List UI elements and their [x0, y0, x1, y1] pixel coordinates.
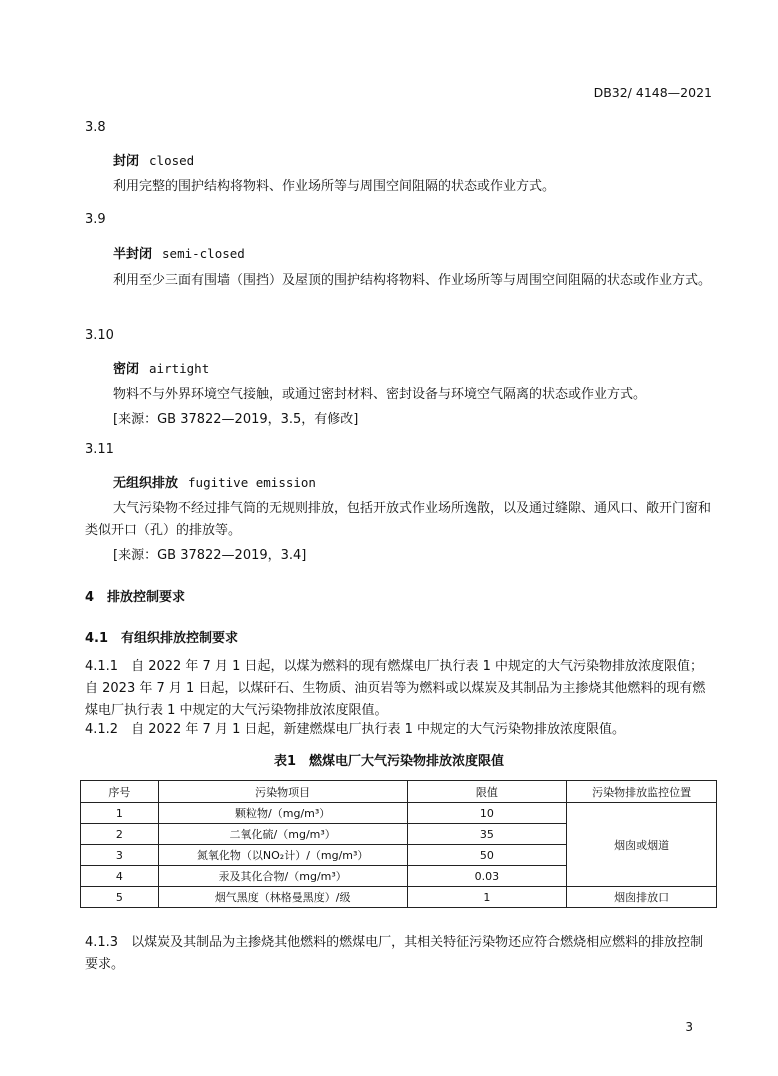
term-number: 3.10 — [85, 328, 114, 343]
row-number: 1 — [81, 803, 159, 824]
limit-value: 35 — [407, 824, 567, 845]
monitoring-location: 烟囱排放口 — [567, 887, 717, 908]
table-caption: 表1 燃煤电厂大气污染物排放浓度限值 — [273, 754, 505, 769]
limit-value: 1 — [407, 887, 567, 908]
table-row — [81, 803, 717, 824]
clause-4-1-2: 4.1.2 自 2022 年 7 月 1 日起，新建燃煤电厂执行表 1 中规定的大气污染物排放浓度限值。 — [85, 722, 626, 737]
table-header: 序号 — [81, 781, 159, 803]
table-header-row — [81, 781, 717, 803]
pollutant-item: 颗粒物/（mg/m³） — [158, 803, 407, 824]
table-header: 限值 — [407, 781, 567, 803]
term-number: 3.8 — [85, 120, 106, 135]
term-source: [来源：GB 37822—2019，3.4] — [113, 548, 307, 563]
emission-limits-table — [80, 780, 717, 908]
term-definition: 利用至少三面有围墙（围挡）及屋顶的围护结构将物料、作业场所等与周围空间阻隔的状态或作业方式。 — [113, 273, 712, 288]
table-header: 污染物排放监控位置 — [567, 781, 717, 803]
term-title: 无组织排放 fugitive emission — [113, 475, 316, 491]
term-number: 3.11 — [85, 442, 114, 457]
table-row — [81, 887, 717, 908]
page-number: 3 — [685, 1020, 693, 1034]
term-title: 封闭 closed — [113, 153, 195, 169]
row-number: 5 — [81, 887, 159, 908]
table-header: 污染物项目 — [158, 781, 407, 803]
term-definition: 物料不与外界环境空气接触，或通过密封材料、密封设备与环境空气隔离的状态或作业方式。 — [113, 387, 647, 402]
row-number: 4 — [81, 866, 159, 887]
limit-value: 50 — [407, 845, 567, 866]
row-number: 3 — [81, 845, 159, 866]
pollutant-item: 氮氧化物（以NO₂计）/（mg/m³） — [158, 845, 407, 866]
term-source: [来源：GB 37822—2019，3.5，有修改] — [113, 412, 359, 427]
clause-4-1-1: 4.1.1 自 2022 年 7 月 1 日起，以煤为燃料的现有燃煤电厂执行表 1 中规定的大气污染物排放浓度限值；自 2023 年 7 月 1 日起，以煤矸石、生物质、油页岩等为燃料或以煤炭及其制品为主掺烧其他燃料的现有燃煤电厂执行表 1 中规定的大气污染物排放浓度限值。 — [85, 659, 706, 718]
pollutant-item: 烟气黑度（林格曼黑度）/级 — [158, 887, 407, 908]
term-definition: 大气污染物不经过排气筒的无规则排放，包括开放式作业场所逸散，以及通过缝隙、通风口、敞开门窗和类似开口（孔）的排放等。 — [85, 501, 712, 538]
pollutant-item: 二氧化硫/（mg/m³） — [158, 824, 407, 845]
document-id: DB32/ 4148—2021 — [593, 85, 712, 100]
term-title: 半封闭 semi-closed — [113, 246, 245, 262]
row-number: 2 — [81, 824, 159, 845]
term-title: 密闭 airtight — [113, 361, 210, 377]
section-heading: 4 排放控制要求 — [85, 590, 186, 605]
pollutant-item: 汞及其化合物/（mg/m³） — [158, 866, 407, 887]
limit-value: 10 — [407, 803, 567, 824]
limit-value: 0.03 — [407, 866, 567, 887]
subsection-heading: 4.1 有组织排放控制要求 — [85, 631, 239, 646]
monitoring-location: 烟囱或烟道 — [567, 803, 717, 887]
term-definition: 利用完整的围护结构将物料、作业场所等与周围空间阻隔的状态或作业方式。 — [113, 179, 556, 194]
clause-4-1-3: 4.1.3 以煤炭及其制品为主掺烧其他燃料的燃煤电厂，其相关特征污染物还应符合燃烧相应燃料的排放控制要求。 — [85, 935, 704, 972]
term-number: 3.9 — [85, 212, 106, 227]
